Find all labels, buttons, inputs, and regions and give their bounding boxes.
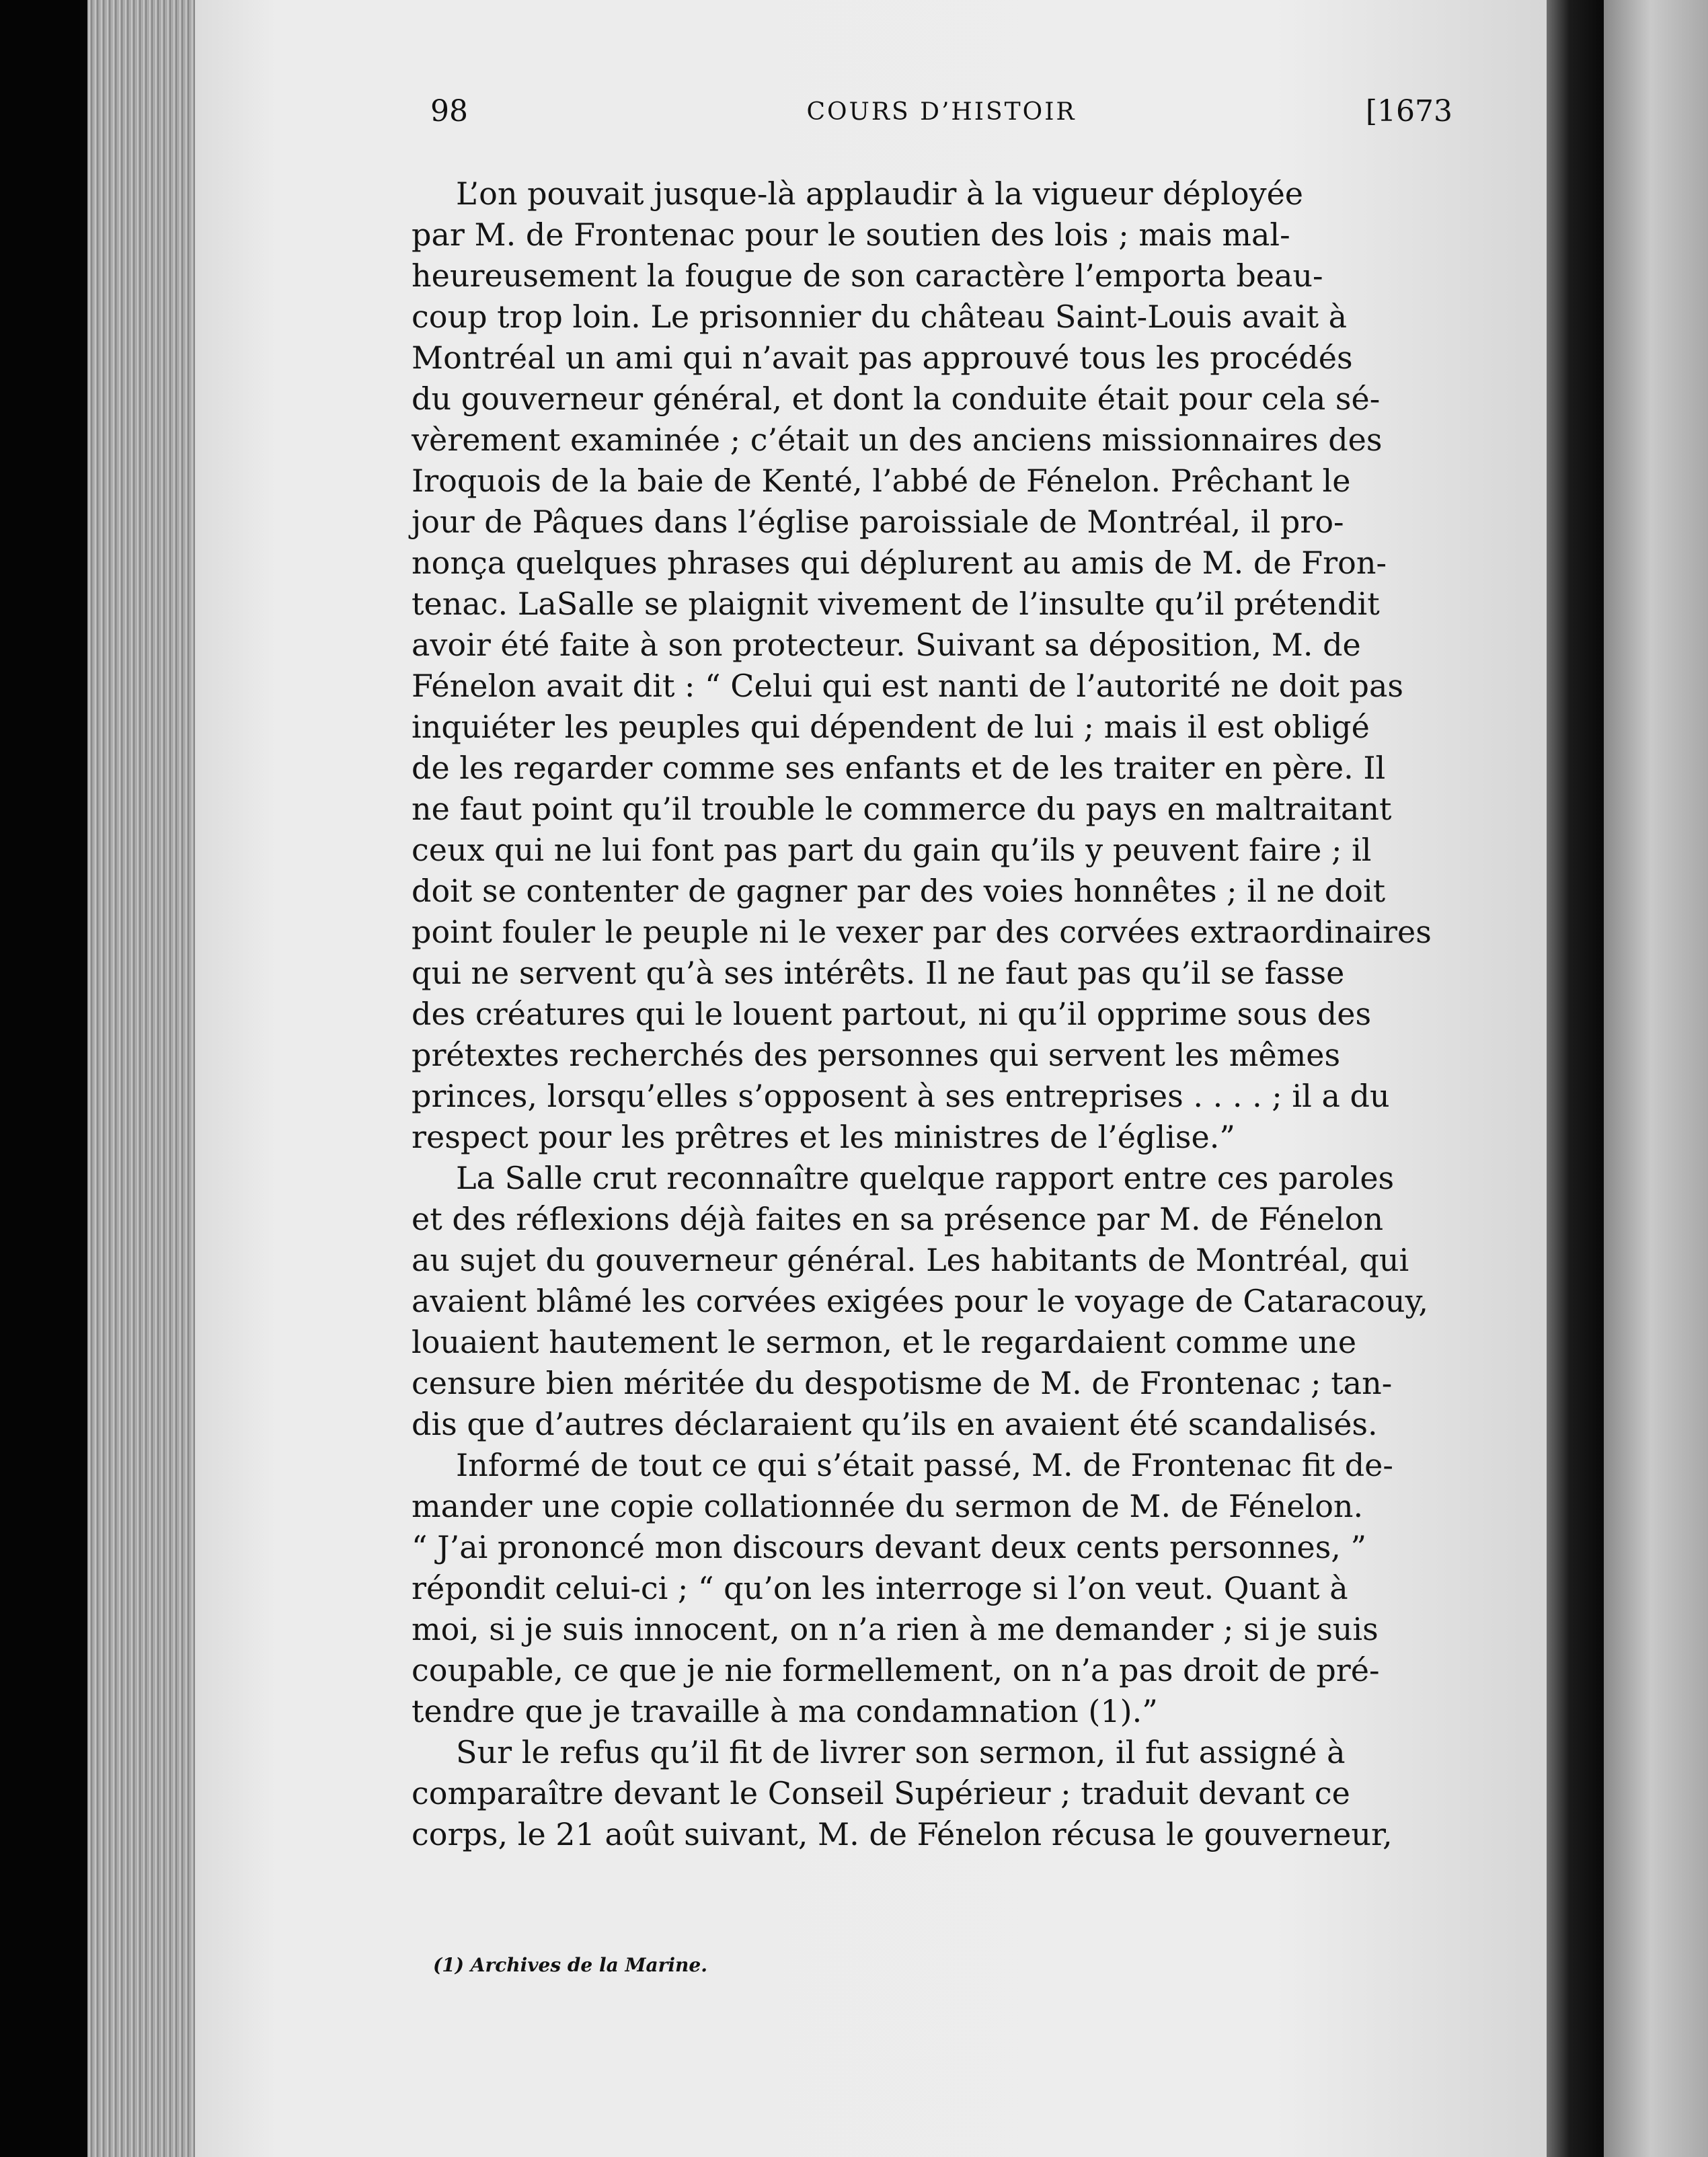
page-edges [87, 0, 195, 2157]
book-gutter [1547, 0, 1604, 2157]
body-text [412, 173, 1447, 1855]
running-header [430, 94, 1452, 148]
running-title: COURS D’HISTOIR [806, 98, 1077, 126]
paragraph: L’on pouvait jusque-là applaudir à la vigueur déployée par M. de Frontenac pour le soutien des lois ; mais mal- heureusement la fougue de son caractère l’emporta beau- coup trop loin. Le prisonnier du château Saint-Louis avait à Montréal un ami qui n’avait pas approuvé tous les procédés du gouverneur général, et dont la conduite était pour cela sé- vèrement examinée ; c’était un des anciens missionnaires des Iroquois de la baie de Kenté, l’abbé de Fénelon. Prêchant le jour de Pâques dans l’église paroissiale de Montréal, il pro- nonça quelques phrases qui déplurent au amis de M. de Fron- tenac. LaSalle se plaignit vivement de l’insulte qu’il prétendit avoir été faite à son protecteur. Suivant sa déposition, M. de Fénelon avait dit : “ Celui qui est nanti de l’autorité ne doit pas inquiéter les peuples qui dépendent de lui ; mais il est obligé de les regarder comme ses enfants et de les traiter en père. Il ne faut point qu’il trouble le commerce du pays en maltraitant ceux qui ne lui font pas part du gain qu’ils y peuvent faire ; il doit se contenter de gagner par des voies honnêtes ; il ne doit point fouler le peuple ni le vexer par des corvées extraordinaires qui ne servent qu’à ses intérêts. Il ne faut pas qu’il se fasse des créatures qui le louent partout, ni qu’il opprime sous des prétextes recherchés des personnes qui servent les mêmes princes, lorsqu’elles s’opposent à ses entreprises . . . . ; il a du respect pour les prêtres et les ministres de l’église.” [412, 175, 1432, 1155]
paragraph: La Salle crut reconnaître quelque rapport entre ces paroles et des réflexions déjà faites en sa présence par M. de Fénelon au sujet du gouverneur général. Les habitants de Montréal, qui avaient blâmé les corvées exigées pour le voyage de Cataracouy, louaient hautement le sermon, et le regardaient comme une censure bien méritée du despotisme de M. de Frontenac ; tan- dis que d’autres déclaraient qu’ils en avaient été scandalisés. [412, 1160, 1428, 1442]
paragraph: Sur le refus qu’il fit de livrer son sermon, il fut assigné à comparaître devant le Conseil Supérieur ; traduit devant ce corps, le 21 août suivant, M. de Fénelon récusa le gouverneur, [412, 1734, 1393, 1852]
page-number: 98 [430, 94, 468, 128]
paragraph: Informé de tout ce qui s’était passé, M. de Frontenac fit de- mander une copie collationnée du sermon de M. de Fénelon. “ J’ai prononcé mon discours devant deux cents personnes, ” répondit celui-ci ; “ qu’on les interroge si l’on veut. Quant à moi, si je suis innocent, on n’a rien à me demander ; si je suis coupable, ce que je nie formellement, on n’a pas droit de pré- tendre que je travaille à ma condamnation (1).” [412, 1447, 1393, 1729]
footnote: (1) Archives de la Marine. [433, 1954, 707, 1976]
year-marker: [1673 [1365, 94, 1452, 128]
facing-page [1604, 0, 1708, 2157]
